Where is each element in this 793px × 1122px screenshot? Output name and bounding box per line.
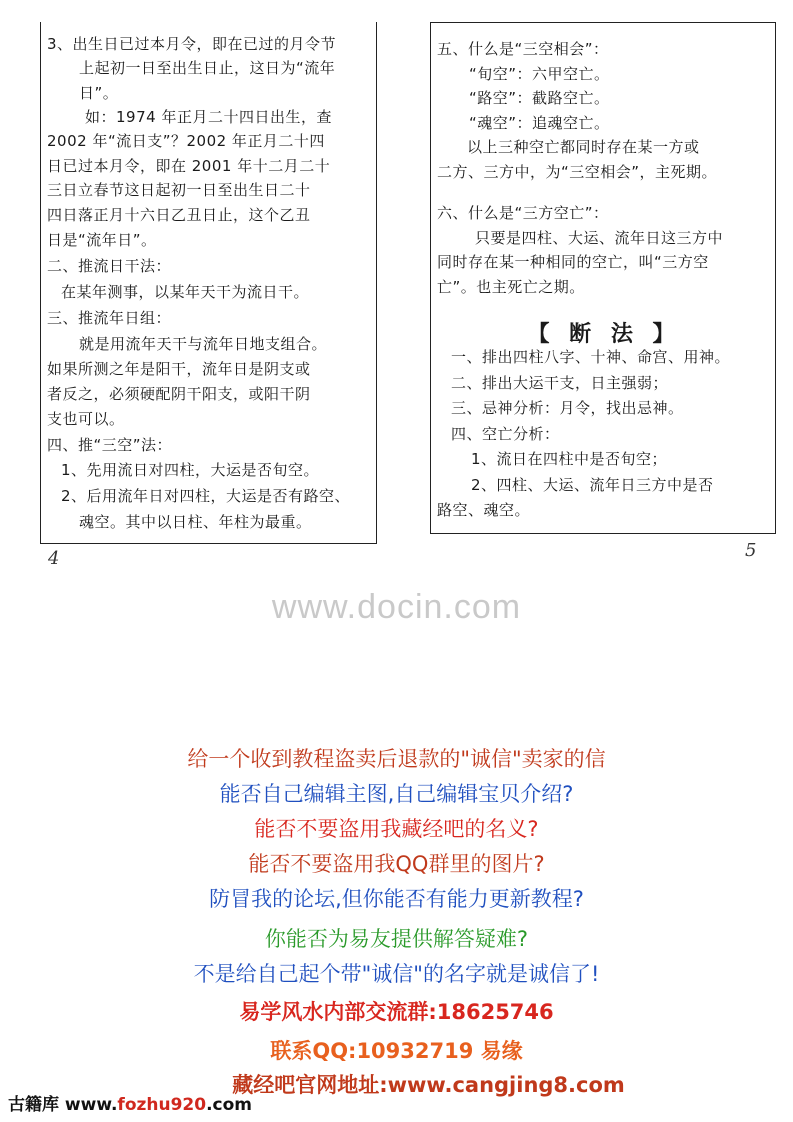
text-line: 三、忌神分析：月令，找出忌神。 [451,399,684,417]
footer-url-prefix: www. [64,1095,118,1115]
watermark: www.docin.com [271,588,522,626]
footer-url-suffix: .com [206,1095,253,1115]
right-book-page [430,22,776,534]
left-book-page [40,22,377,544]
text-line: 支也可以。 [47,410,125,428]
page-number-left: 4 [48,548,60,569]
text-line: 在某年测事，以某年天干为流日干。 [61,283,310,301]
text-line: 同时存在某一种相同的空亡，叫“三方空 [437,253,709,271]
text-line: 五、什么是“三空相会”： [437,40,609,58]
text-line: 日已过本月令，即在 2001 年十二月二十 [47,157,331,175]
text-line: 2、后用流年日对四柱，大运是否有路空、 [61,487,351,505]
text-line: 2002 年“流日支”？2002 年正月二十四 [47,132,325,150]
text-line: 亡”。也主死亡之期。 [437,277,585,296]
ad-line: 能否不要盗用我QQ群里的图片? [248,852,545,876]
ad-line: 易学风水内部交流群:18625746 [239,1000,554,1024]
text-line: 二、排出大运干支，日主强弱； [451,373,669,392]
ad-line: 联系QQ:10932719 易缘 [270,1039,523,1063]
text-line: 路空、魂空。 [437,501,531,519]
text-line: 六、什么是“三方空亡”： [437,204,609,222]
footer-site-label[interactable] [8,1090,252,1115]
text-line: 三日立春节这日起初一日至出生日二十 [47,181,311,199]
footer-site-name: 古籍库 [8,1095,59,1115]
section-title-duanfa: 【 断 法 】 [527,322,681,347]
text-line: 3、出生日已过本月令，即在已过的月令节 [47,35,337,53]
text-line: 四、空亡分析： [451,424,560,443]
text-line: 1、先用流日对四柱，大运是否旬空。 [61,461,320,479]
text-line: 四日落正月十六日乙丑日止，这个乙丑 [47,206,311,224]
footer-url-domain: fozhu920 [117,1095,207,1115]
text-line: 四、推“三空”法： [47,436,173,454]
text-line: 如：1974 年正月二十四日出生，查 [85,108,332,126]
text-line: 1、流日在四柱中是否旬空； [471,450,668,468]
text-line: “路空”：截路空亡。 [469,89,610,107]
text-line: 日是“流年日”。 [47,231,157,249]
text-line: 如果所测之年是阳干，流年日是阴支或 [47,360,311,378]
text-line: 就是用流年天干与流年日地支组合。 [79,335,328,353]
ad-line: 藏经吧官网地址:www.cangjing8.com [232,1073,625,1097]
text-line: 只要是四柱、大运、流年日这三方中 [475,228,724,247]
page-number-right: 5 [745,540,757,561]
text-line: “旬空”：六甲空亡。 [469,64,610,83]
text-line: 三、推流年日组： [47,309,172,327]
text-line: 二方、三方中，为“三空相会”，主死期。 [437,162,718,181]
text-line: “魂空”：追魂空亡。 [469,113,610,132]
text-line: 者反之，必须硬配阴干阳支，或阳干阴 [47,385,311,403]
text-line: 以上三种空亡都同时存在某一方或 [467,138,700,156]
text-line: 2、四柱、大运、流年日三方中是否 [471,475,714,494]
text-line: 一、排出四柱八字、十神、命宫、用神。 [451,348,731,366]
ad-line: 防冒我的论坛,但你能否有能力更新教程? [209,887,584,911]
ad-line: 不是给自己起个带"诚信"的名字就是诚信了! [193,962,600,986]
ad-line: 能否自己编辑主图,自己编辑宝贝介绍? [219,782,574,806]
text-line: 日”。 [79,84,119,102]
ad-line: 你能否为易友提供解答疑难? [264,927,529,951]
ad-line: 给一个收到教程盗卖后退款的"诚信"卖家的信 [187,747,606,771]
text-line: 上起初一日至出生日止，这日为“流年 [79,59,336,77]
text-line: 魂空。其中以日柱、年柱为最重。 [79,513,312,531]
text-line: 二、推流日干法： [47,257,172,275]
ad-line: 能否不要盗用我藏经吧的名义? [254,817,539,841]
